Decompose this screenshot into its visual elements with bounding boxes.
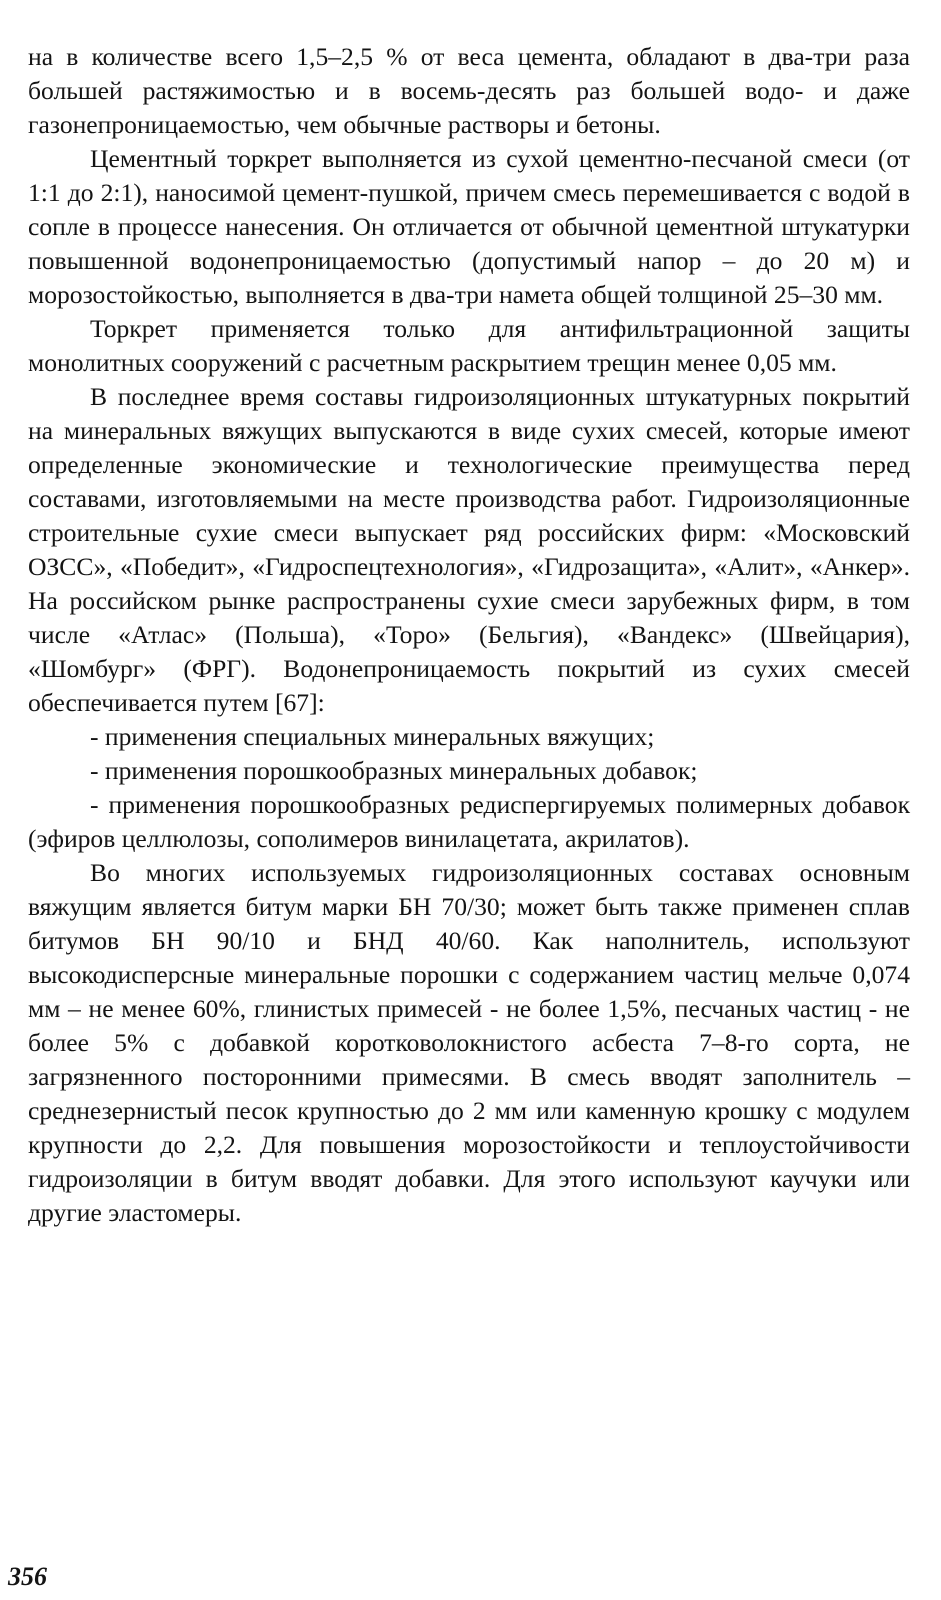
- paragraph-dry-mixes: В последнее время составы гидроизоляционных штукатурных покрытий на минеральных вяжущих выпускаются в виде сухих смесей, которые имеют определенные экономические и технологические преимущества перед составами, изготовляемыми на месте производства работ. Гидроизоляционные строительные сухие смеси выпускает ряд российских фирм: «Московский ОЗСС», «Победит», «Гидроспецтехнология», «Гидрозащита», «Алит», «Анкер». На российском рынке распространены сухие смеси зарубежных фирм, в том числе «Атлас» (Польша), «Торо» (Бельгия), «Вандекс» (Швейцария), «Шомбург» (ФРГ). Водонепроницаемость покрытий из сухих смесей обеспечивается путем [67]:: [28, 382, 910, 717]
- list-item: - применения специальных минеральных вяжущих;: [90, 722, 655, 751]
- page-body: [28, 40, 910, 1230]
- list-item: - применения порошкообразных редиспергируемых полимерных добавок (эфиров целлюлозы, сополимеров винилацетата, акрилатов).: [28, 790, 910, 853]
- paragraph-torkret-usage: Торкрет применяется только для антифильтрационной защиты монолитных сооружений с расчетным раскрытием трещин менее 0,05 мм.: [28, 314, 910, 377]
- paragraph-continuation: на в количестве всего 1,5–2,5 % от веса цемента, обладают в два-три раза большей растяжимостью и в восемь-десять раз большей водо- и даже газонепроницаемостью, чем обычные растворы и бетоны.: [28, 42, 910, 139]
- list-item: - применения порошкообразных минеральных добавок;: [90, 756, 698, 785]
- paragraph-bitumen: Во многих используемых гидроизоляционных составах основным вяжущим является битум марки БН 70/30; может быть также применен сплав битумов БН 90/10 и БНД 40/60. Как наполнитель, используют высокодисперсные минеральные порошки с содержанием частиц мельче 0,074 мм – не менее 60%, глинистых примесей - не более 1,5%, песчаных частиц - не более 5% с добавкой коротковолокнистого асбеста 7–8-го сорта, не загрязненного посторонними примесями. В смесь вводят заполнитель – среднезернистый песок крупностью до 2 мм или каменную крошку с модулем крупности до 2,2. Для повышения морозостойкости и теплоустойчивости гидроизоляции в битум вводят добавки. Для этого используют каучуки или другие эластомеры.: [28, 858, 910, 1227]
- page-number: 356: [8, 1562, 47, 1591]
- paragraph-torkret-description: Цементный торкрет выполняется из сухой цементно-песчаной смеси (от 1:1 до 2:1), наносимой цемент-пушкой, причем смесь перемешивается с водой в сопле в процессе нанесения. Он отличается от обычной цементной штукатурки повышенной водонепроницаемостью (допустимый напор – до 20 м) и морозостойкостью, выполняется в два-три намета общей толщиной 25–30 мм.: [28, 144, 910, 309]
